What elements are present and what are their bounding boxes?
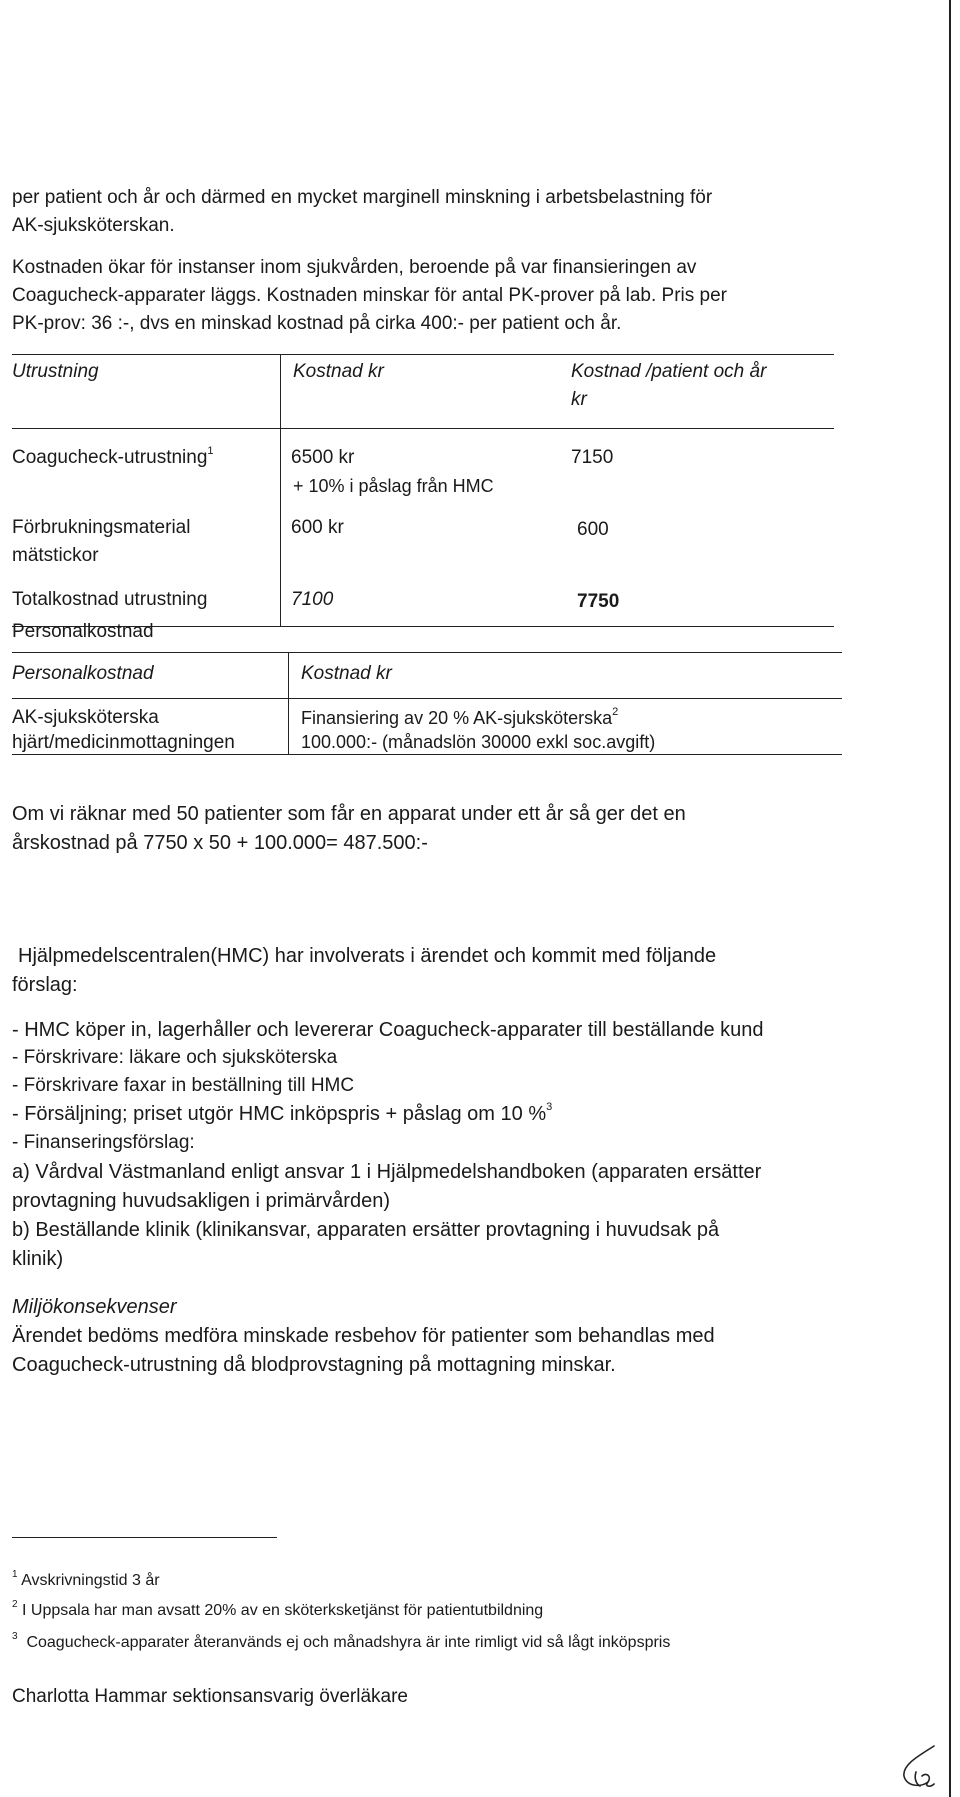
table-cell-cost: 600 kr	[291, 517, 344, 538]
intro-line: AK-sjuksköterskan.	[12, 215, 175, 236]
table-divider	[288, 652, 289, 754]
hmc-list-item: - Finanseringsförslag:	[12, 1132, 195, 1153]
intro-line: Kostnaden ökar för instanser inom sjukvården, beroende på var finansieringen av	[12, 257, 697, 278]
footnote-rule	[12, 1537, 277, 1538]
calc-line: årskostnad på 7750 x 50 + 100.000= 487.500:-	[12, 832, 428, 854]
table-cell-per-patient: 7150	[571, 447, 614, 468]
hmc-intro-line: Hjälpmedelscentralen(HMC) har involverats i ärendet och kommit med följande	[18, 945, 717, 967]
environment-line: Ärendet bedöms medföra minskade resbehov för patienter som behandlas med	[12, 1325, 715, 1347]
footnote-ref: 3	[546, 1101, 553, 1114]
footnote: $^3$ Coagucheck-apparater återanvänds ej och månadshyra är inte rimligt vid så lågt inköpspris	[12, 1630, 671, 1651]
hmc-list-item: provtagning huvudsakligen i primärvården)	[12, 1190, 390, 1212]
footnote-ref: 2	[612, 706, 619, 718]
table-cell-item: Coagucheck-utrustning$^1$	[12, 444, 214, 468]
hmc-list-item: b) Beställande klinik (klinikansvar, apparaten ersätter provtagning i huvudsak på	[12, 1219, 720, 1241]
table-cell-role: AK-sjuksköterska	[12, 707, 159, 728]
table-cell-cost: 6500 kr	[291, 447, 355, 468]
table-divider	[280, 354, 281, 626]
col-header-cost: Kostnad kr	[293, 361, 384, 382]
footnote-ref: 1	[207, 444, 214, 457]
section-heading-environment: Miljökonsekvenser	[12, 1296, 177, 1318]
author-signature-line: Charlotta Hammar sektionsansvarig överläkare	[12, 1686, 408, 1707]
handwritten-initials	[894, 1742, 940, 1792]
table-cell-cost: Finansiering av 20 % AK-sjuksköterska$^2$	[301, 706, 619, 728]
footnote: $^2$ I Uppsala har man avsatt 20% av en sköterksketjänst för patientutbildning	[12, 1598, 544, 1619]
table-cell-item: Förbrukningsmaterial	[12, 517, 191, 538]
hmc-list-item: klinik)	[12, 1248, 64, 1270]
table-cell-item-cont: mätstickor	[12, 545, 99, 566]
table-rule	[12, 354, 834, 355]
table-cell-cost-cont: 100.000:- (månadslön 30000 exkl soc.avgift)	[301, 732, 656, 752]
table-rule	[12, 428, 834, 429]
intro-line: Coagucheck-apparater läggs. Kostnaden minskar för antal PK-prover på lab. Pris per	[12, 285, 727, 306]
hmc-intro-line: förslag:	[12, 974, 78, 996]
hmc-list-item: - HMC köper in, lagerhåller och levererar Coagucheck-apparater till beställande kund	[12, 1019, 764, 1041]
col-header-per-patient-unit: kr	[571, 389, 587, 410]
table-cell-cost-note: + 10% i påslag från HMC	[293, 476, 494, 496]
table-cell-role-cont: hjärt/medicinmottagningen	[12, 732, 235, 753]
page-edge-rule	[949, 0, 951, 1797]
table-rule	[12, 652, 842, 653]
footnote: $^1$ Avskrivningstid 3 år	[12, 1568, 160, 1589]
table-rule	[12, 698, 842, 699]
hmc-list-item: - Förskrivare: läkare och sjuksköterska	[12, 1047, 338, 1068]
table-cell-per-patient: 600	[577, 519, 609, 540]
hmc-list-item: - Försäljning; priset utgör HMC inköpspris + påslag om 10 %$^3$	[12, 1101, 553, 1125]
col-header-per-patient: Kostnad /patient och år	[571, 361, 767, 382]
col-header-personnel: Personalkostnad	[12, 663, 154, 684]
col-header-cost: Kostnad kr	[301, 663, 392, 684]
calc-line: Om vi räknar med 50 patienter som får en apparat under ett år så ger det en	[12, 803, 686, 825]
hmc-list-item: a) Vårdval Västmanland enligt ansvar 1 i Hjälpmedelshandboken (apparaten ersätter	[12, 1161, 762, 1183]
col-header-equipment: Utrustning	[12, 361, 99, 382]
table-cell-item-total: Totalkostnad utrustning	[12, 589, 208, 610]
table-cell-per-patient-total: 7750	[577, 591, 620, 612]
hmc-list-item: - Förskrivare faxar in beställning till HMC	[12, 1075, 355, 1096]
intro-line: PK-prov: 36 :-, dvs en minskad kostnad på cirka 400:- per patient och år.	[12, 313, 622, 334]
intro-line: per patient och år och därmed en mycket marginell minskning i arbetsbelastning för	[12, 187, 713, 208]
environment-line: Coagucheck-utrustning då blodprovstagning på mottagning minskar.	[12, 1354, 616, 1376]
table-cell-cost-total: 7100	[291, 589, 334, 610]
section-heading-personnel: Personalkostnad	[12, 621, 154, 642]
